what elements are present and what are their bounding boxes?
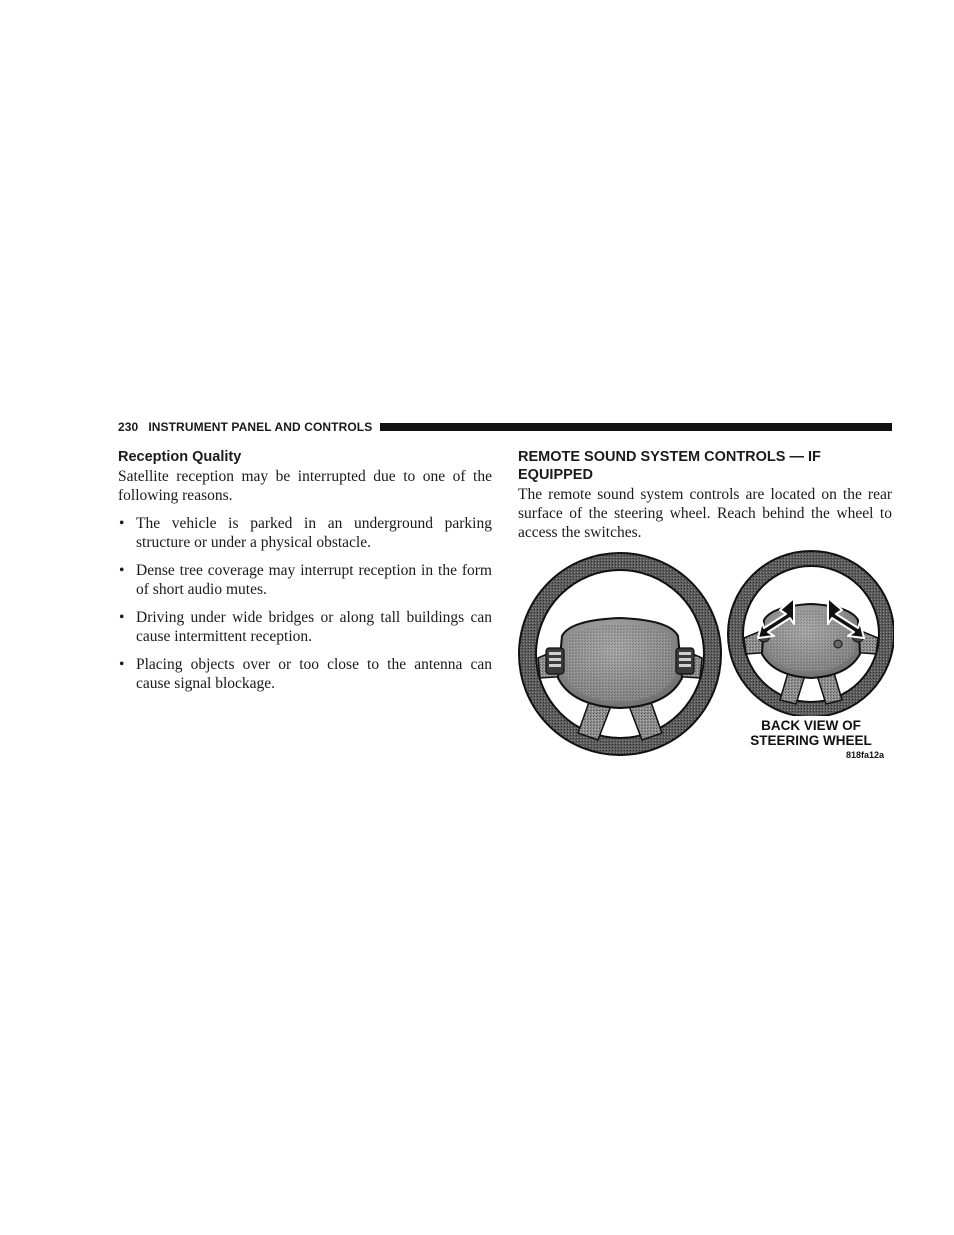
list-item: • The vehicle is parked in an underground parking structure or under a physical obstacle. xyxy=(119,515,492,551)
list-item: • Dense tree coverage may interrupt reception in the form of short audio mutes. xyxy=(119,562,492,598)
figure-caption-line1: BACK VIEW OF xyxy=(761,718,861,733)
front-wheel xyxy=(519,553,721,755)
left-column xyxy=(118,448,492,702)
back-wheel xyxy=(728,551,894,717)
list-item: • Placing objects over or too close to the antenna can cause signal blockage. xyxy=(119,656,492,692)
bullet-icon: • xyxy=(119,609,125,626)
remote-controls-heading: REMOTE SOUND SYSTEM CONTROLS — IF EQUIPPED xyxy=(518,449,821,483)
reception-reasons-list xyxy=(118,514,492,693)
right-column xyxy=(518,448,892,542)
list-item: • Driving under wide bridges or along tall buildings can cause intermittent reception. xyxy=(119,609,492,645)
section-title: INSTRUMENT PANEL AND CONTROLS xyxy=(148,420,373,434)
page-number: 230 xyxy=(118,420,139,434)
bullet-icon: • xyxy=(119,562,125,579)
reception-intro: Satellite reception may be interrupted due to one of the following reasons. xyxy=(118,468,492,504)
figure-id: 818fa12a xyxy=(846,750,885,760)
bullet-icon: • xyxy=(119,656,125,673)
remote-controls-body: The remote sound system controls are located on the rear surface of the steering wheel. Reach behind the wheel to access the switches. xyxy=(518,486,892,541)
running-header xyxy=(118,419,892,435)
bullet-icon: • xyxy=(119,515,125,532)
figure-caption-line2: STEERING WHEEL xyxy=(750,733,872,748)
header-rule xyxy=(380,423,892,431)
reception-quality-heading: Reception Quality xyxy=(118,449,242,465)
